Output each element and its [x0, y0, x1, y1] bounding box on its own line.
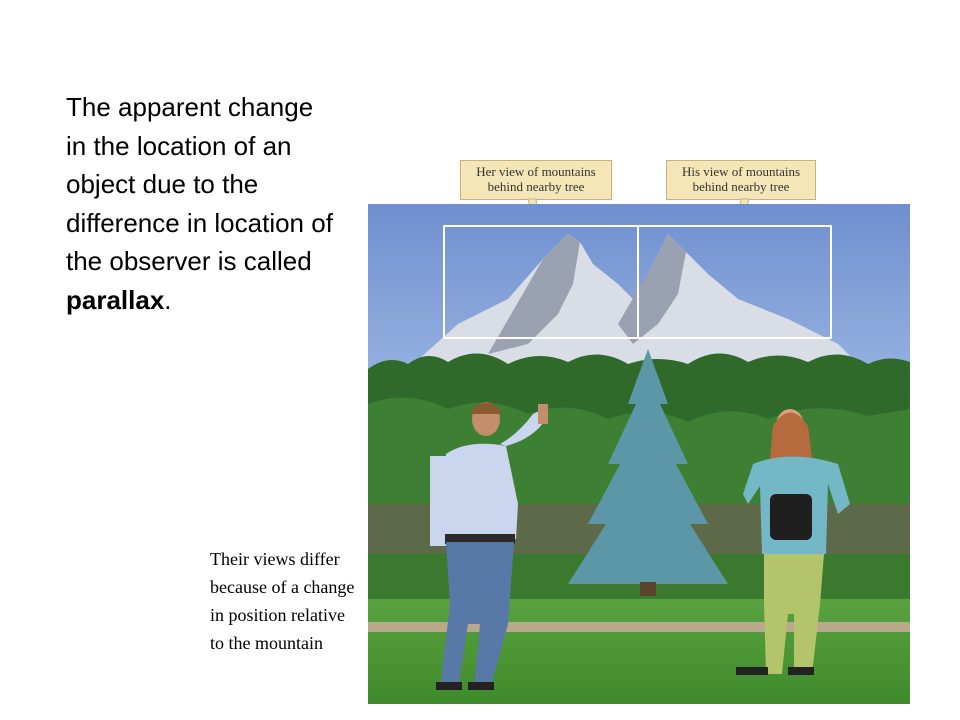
his-view-callout: His view of mountains behind nearby tree	[666, 160, 816, 200]
definition-text: The apparent change in the location of an object due to the difference in location of the observer is called	[66, 92, 333, 276]
definition-end: .	[164, 284, 172, 315]
parallax-term: parallax	[66, 284, 165, 315]
parallax-photo	[368, 204, 910, 704]
tree-trunk	[640, 582, 656, 596]
parallax-illustration	[368, 204, 910, 704]
her-view-callout: Her view of mountains behind nearby tree	[460, 160, 612, 200]
caption: Their views differ because of a change in position relative to the mountain	[210, 549, 355, 653]
parallax-definition	[66, 88, 336, 319]
